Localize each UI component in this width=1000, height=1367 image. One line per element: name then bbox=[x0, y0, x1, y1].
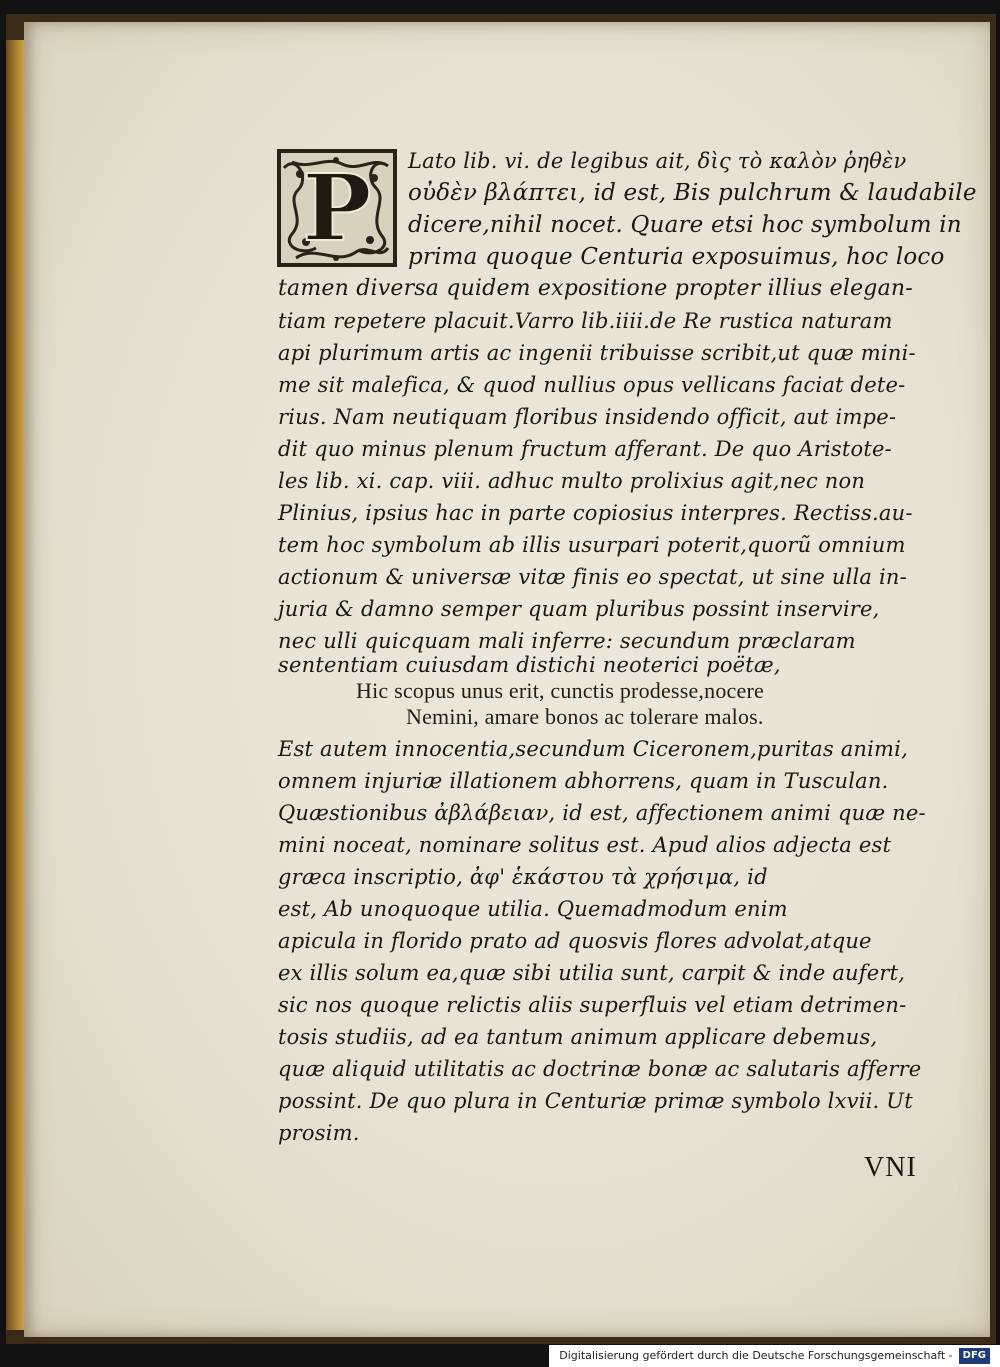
text-line-23: est, Ab unoquoque utilia. Quemadmodum enim bbox=[278, 897, 788, 921]
text-line-4: prima quoque Centuria exposuimus, hoc loco bbox=[408, 244, 945, 270]
text-line-20: Quæstionibus ἀβλάβειαν, id est, affectionem animi quæ ne- bbox=[278, 801, 926, 825]
digitization-credit bbox=[549, 1345, 1000, 1367]
text-line-6: tiam repetere placuit.Varro lib.iiii.de Re rustica naturam bbox=[278, 309, 893, 333]
catchword: VNI bbox=[864, 1152, 917, 1183]
text-line-10: dit quo minus plenum fructum afferant. De quo Aristote- bbox=[278, 437, 892, 461]
text-line-25: ex illis solum ea,quæ sibi utilia sunt, carpit & inde aufert, bbox=[278, 961, 906, 985]
text-line-16: nec ulli quicquam mali inferre: secundum præclaram bbox=[278, 629, 856, 653]
text-line-3: dicere,nihil nocet. Quare etsi hoc symbolum in bbox=[408, 212, 962, 238]
text-line-17: sententiam cuiusdam distichi neoterici poëtæ, bbox=[278, 653, 781, 677]
text-line-7: api plurimum artis ac ingenii tribuisse scribit,ut quæ mini- bbox=[278, 341, 916, 365]
text-line-30: prosim. bbox=[278, 1121, 360, 1145]
text-line-14: actionum & universæ vitæ finis eo spectat, ut sine ulla in- bbox=[278, 565, 907, 589]
text-line-1: Lato lib. vi. de legibus ait, δὶς τὸ καλὸν ῥηθὲν bbox=[408, 149, 907, 173]
verse-line-1: Hic scopus unus erit, cunctis prodesse,nocere bbox=[356, 678, 764, 703]
text-line-5: tamen diversa quidem expositione propter illius elegan- bbox=[278, 276, 913, 301]
text-line-11: les lib. xi. cap. viii. adhuc multo prolixius agit,nec non bbox=[278, 469, 866, 493]
text-line-18: Est autem innocentia,secundum Ciceronem,puritas animi, bbox=[278, 737, 908, 761]
text-line-19: omnem injuriæ illationem abhorrens, quam in Tusculan. bbox=[278, 769, 889, 793]
text-line-2: οὐδὲν βλάπτει, id est, Bis pulchrum & laudabile bbox=[408, 180, 977, 206]
text-line-15: juria & damno semper quam pluribus possint inservire, bbox=[278, 597, 880, 621]
text-line-9: rius. Nam neutiquam floribus insidendo officit, aut impe- bbox=[278, 405, 897, 429]
text-line-12: Plinius, ipsius hac in parte copiosius interpres. Rectiss.au- bbox=[278, 501, 913, 525]
text-line-28: quæ aliquid utilitatis ac doctrinæ bonæ ac salutaris afferre bbox=[278, 1057, 922, 1081]
text-line-13: tem hoc symbolum ab illis usurpari poterit,quorũ omnium bbox=[278, 533, 906, 557]
dropcap-letter: P bbox=[302, 154, 372, 262]
decorated-initial bbox=[276, 148, 398, 268]
text-line-24: apicula in florido prato ad quosvis flores advolat,atque bbox=[278, 929, 872, 953]
text-line-21: mini noceat, nominare solitus est. Apud alios adjecta est bbox=[278, 833, 892, 857]
text-line-27: tosis studiis, ad ea tantum animum applicare debemus, bbox=[278, 1025, 878, 1049]
text-line-29: possint. De quo plura in Centuriæ primæ symbolo lxvii. Ut bbox=[278, 1089, 913, 1113]
text-line-22: græca inscriptio, ἀφ' ἑκάστου τὰ χρήσιμα, id bbox=[278, 865, 768, 889]
text-line-26: sic nos quoque relictis aliis superfluis vel etiam detrimen- bbox=[278, 993, 907, 1017]
text-line-8: me sit malefica, & quod nullius opus vellicans faciat dete- bbox=[278, 373, 906, 397]
footer-text: Digitalisierung gefördert durch die Deutsche Forschungsgemeinschaft - bbox=[559, 1349, 953, 1362]
verse-line-2: Nemini, amare bonos ac tolerare malos. bbox=[406, 704, 764, 729]
dfg-logo-icon: DFG bbox=[959, 1348, 990, 1364]
